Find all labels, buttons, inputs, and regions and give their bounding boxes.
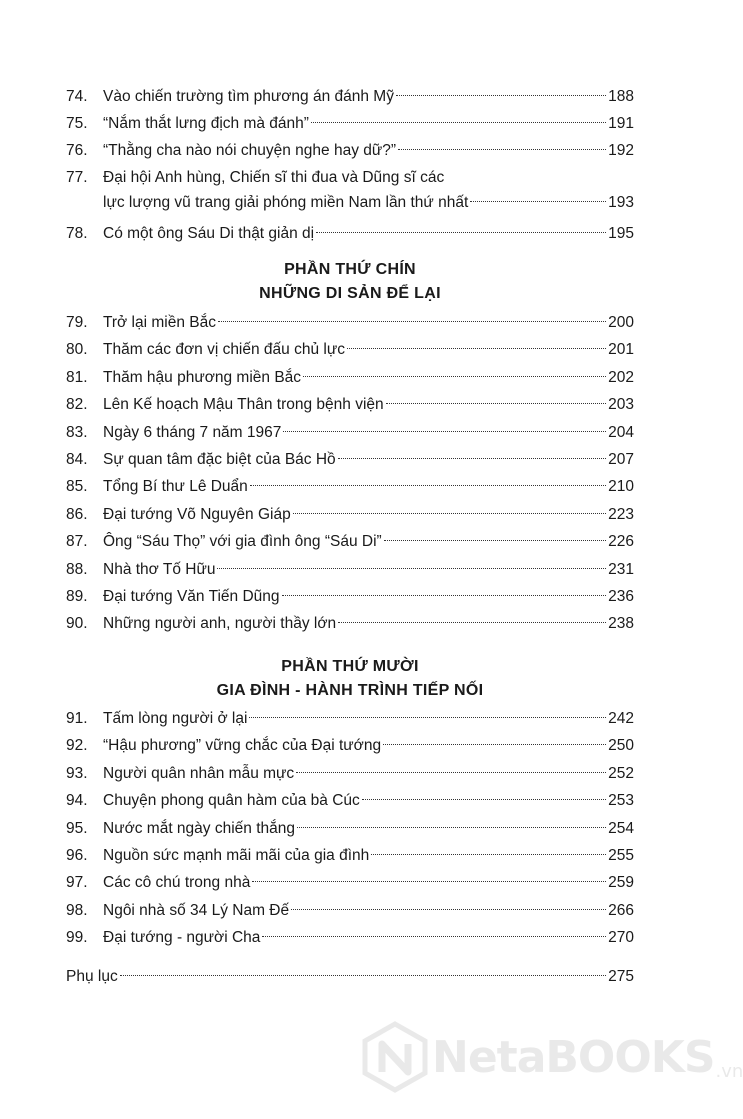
entry-title: Đại hội Anh hùng, Chiến sĩ thi đua và Dũng sĩ các — [103, 169, 445, 186]
dot-leader — [262, 936, 606, 937]
dot-leader — [371, 854, 606, 855]
entry-title: Vào chiến trường tìm phương án đánh Mỹ — [103, 88, 394, 105]
entry-number: 95. — [66, 819, 88, 837]
toc-entry — [66, 502, 634, 527]
entry-number: 96. — [66, 847, 88, 864]
entry-page-number: 191 — [608, 115, 634, 132]
entry-title: Ông “Sáu Thọ” với gia đình ông “Sáu Di” — [103, 533, 382, 551]
entry-title: Tổng Bí thư Lê Duẩn — [103, 478, 248, 496]
entry-title: Chuyện phong quân hàm của bà Cúc — [103, 792, 360, 810]
entry-page-number: 200 — [608, 314, 634, 331]
entry-number: 81. — [66, 368, 88, 386]
dot-leader — [249, 717, 606, 718]
part10-heading — [0, 655, 700, 703]
entry-title: Thăm các đơn vị chiến đấu chủ lực — [103, 341, 345, 359]
entry-page-number: 236 — [608, 588, 634, 605]
toc-entry — [66, 843, 634, 868]
entry-page-number: 207 — [608, 451, 634, 468]
toc-entry — [66, 474, 634, 499]
entry-page-number: 201 — [608, 341, 634, 359]
entry-number: 93. — [66, 764, 88, 782]
entry-page-number: 223 — [608, 505, 634, 523]
toc-entry — [66, 138, 634, 163]
toc-entry — [66, 447, 634, 472]
entry-page-number: 270 — [608, 929, 634, 947]
entry-number: 88. — [66, 560, 88, 578]
entry-number: 97. — [66, 874, 88, 892]
entry-title: lực lượng vũ trang giải phóng miền Nam lần thứ nhất — [103, 194, 469, 211]
dot-leader — [398, 149, 606, 150]
entry-page-number: 255 — [608, 847, 634, 864]
entry-number: 84. — [66, 451, 88, 468]
entry-title: Người quân nhân mẫu mực — [103, 764, 295, 782]
entry-number: 76. — [66, 142, 88, 159]
toc-entry — [66, 584, 634, 609]
entry-number: 75. — [66, 115, 88, 132]
entry-page-number: 195 — [608, 225, 634, 242]
toc-entry — [66, 392, 634, 417]
dot-leader — [120, 975, 606, 976]
watermark-brand: NetaBOOKS — [432, 1031, 715, 1083]
entry-page-number: 242 — [608, 710, 634, 727]
dot-leader — [396, 95, 606, 96]
dot-leader — [293, 513, 606, 514]
entry-title: Đại tướng Võ Nguyên Giáp — [103, 505, 291, 523]
entry-number: 87. — [66, 533, 88, 551]
dot-leader — [296, 772, 606, 773]
entry-title: Đại tướng - người Cha — [103, 929, 261, 947]
dot-leader — [384, 540, 606, 541]
neta-logo-icon — [362, 1022, 428, 1092]
dot-leader — [470, 201, 606, 202]
dot-leader — [386, 403, 606, 404]
entry-number: 86. — [66, 505, 88, 523]
entry-title: Tấm lòng người ở lại — [103, 710, 248, 727]
entry-number: 99. — [66, 929, 88, 947]
entry-page-number: 203 — [608, 396, 634, 414]
entry-title: Nước mắt ngày chiến thắng — [103, 819, 296, 837]
toc-entry-appendix — [66, 964, 634, 989]
part9-heading-line1: PHẦN THỨ CHÍN — [284, 261, 416, 278]
entry-title: Có một ông Sáu Di thật giản dị — [103, 225, 315, 242]
entry-page-number: 253 — [608, 792, 634, 810]
entry-page-number: 202 — [608, 368, 634, 386]
entry-number: 90. — [66, 615, 88, 633]
entry-number: 89. — [66, 588, 88, 605]
entry-title: “Thằng cha nào nói chuyện nghe hay dữ?” — [103, 142, 397, 159]
entry-title: “Hậu phương” vững chắc của Đại tướng — [103, 737, 382, 755]
watermark-suffix: .vn — [715, 1061, 743, 1082]
entry-page-number: 252 — [608, 764, 634, 782]
part10-heading-line1: PHẦN THỨ MƯỜI — [281, 658, 419, 675]
toc-entry — [66, 761, 634, 786]
entry-page-number: 204 — [608, 423, 634, 441]
toc-entry — [66, 310, 634, 335]
toc-entry — [66, 529, 634, 554]
toc-entry — [66, 611, 634, 636]
toc-entry — [66, 870, 634, 895]
dot-leader — [252, 881, 606, 882]
toc-entry — [66, 165, 634, 215]
entry-page-number: 193 — [608, 194, 634, 211]
appendix-title: Phụ lục — [66, 968, 118, 985]
entry-page-number: 254 — [608, 819, 634, 837]
entry-number: 77. — [66, 169, 88, 186]
dot-leader — [311, 122, 606, 123]
entry-page-number: 188 — [608, 88, 634, 105]
entry-number: 78. — [66, 225, 88, 242]
dot-leader — [383, 744, 606, 745]
entry-title: Đại tướng Văn Tiến Dũng — [103, 588, 280, 605]
entry-number: 74. — [66, 88, 88, 105]
toc-entry — [66, 365, 634, 390]
dot-leader — [283, 431, 606, 432]
entry-title: Ngôi nhà số 34 Lý Nam Đế — [103, 901, 290, 919]
netabooks-watermark — [362, 1022, 743, 1092]
dot-leader — [338, 622, 606, 623]
toc-entry — [66, 788, 634, 813]
entry-number: 92. — [66, 737, 88, 755]
entry-number: 79. — [66, 314, 88, 331]
entry-title: Những người anh, người thầy lớn — [103, 615, 337, 633]
appendix-page-number: 275 — [608, 968, 634, 985]
entry-page-number: 192 — [608, 142, 634, 159]
entry-page-number: 238 — [608, 615, 634, 633]
toc-entry — [66, 337, 634, 362]
entry-number: 94. — [66, 792, 88, 810]
toc-entry — [66, 925, 634, 950]
toc-entry — [66, 733, 634, 758]
entry-number: 91. — [66, 710, 88, 727]
toc-entry — [66, 557, 634, 582]
entry-title: Thăm hậu phương miền Bắc — [103, 368, 302, 386]
part9-heading-line2: NHỮNG DI SẢN ĐỂ LẠI — [259, 285, 441, 302]
dot-leader — [291, 909, 606, 910]
dot-leader — [338, 458, 606, 459]
toc-entry — [66, 816, 634, 841]
dot-leader — [282, 595, 607, 596]
dot-leader — [347, 348, 606, 349]
entry-page-number: 226 — [608, 533, 634, 551]
entry-title: Trở lại miền Bắc — [103, 314, 216, 331]
entry-page-number: 259 — [608, 874, 634, 892]
entry-title: Các cô chú trong nhà — [103, 874, 251, 892]
entry-number: 98. — [66, 901, 88, 919]
part9-heading — [0, 258, 700, 306]
entry-number: 83. — [66, 423, 88, 441]
entry-page-number: 250 — [608, 737, 634, 755]
dot-leader — [303, 376, 606, 377]
toc-entry — [66, 706, 634, 731]
toc-entry — [66, 898, 634, 923]
part10-heading-line2: GIA ĐÌNH - HÀNH TRÌNH TIẾP NỐI — [216, 682, 484, 699]
entry-page-number: 210 — [608, 478, 634, 496]
entry-number: 82. — [66, 396, 88, 414]
entry-page-number: 266 — [608, 901, 634, 919]
entry-title: “Nắm thắt lưng địch mà đánh” — [103, 115, 309, 132]
dot-leader — [362, 799, 606, 800]
entry-number: 85. — [66, 478, 88, 496]
entry-title: Lên Kế hoạch Mậu Thân trong bệnh viện — [103, 396, 384, 414]
toc-entry — [66, 221, 634, 246]
entry-title: Nguồn sức mạnh mãi mãi của gia đình — [103, 847, 370, 864]
toc-entry — [66, 420, 634, 445]
toc-entry — [66, 111, 634, 136]
entry-title: Sự quan tâm đặc biệt của Bác Hồ — [103, 451, 336, 468]
dot-leader — [297, 827, 606, 828]
dot-leader — [316, 232, 606, 233]
entry-title: Ngày 6 tháng 7 năm 1967 — [103, 423, 282, 441]
entry-page-number: 231 — [608, 560, 634, 578]
dot-leader — [217, 568, 606, 569]
entry-title: Nhà thơ Tố Hữu — [103, 560, 216, 578]
entry-number: 80. — [66, 341, 88, 359]
toc-entry — [66, 84, 634, 109]
dot-leader — [218, 321, 606, 322]
dot-leader — [250, 485, 606, 486]
